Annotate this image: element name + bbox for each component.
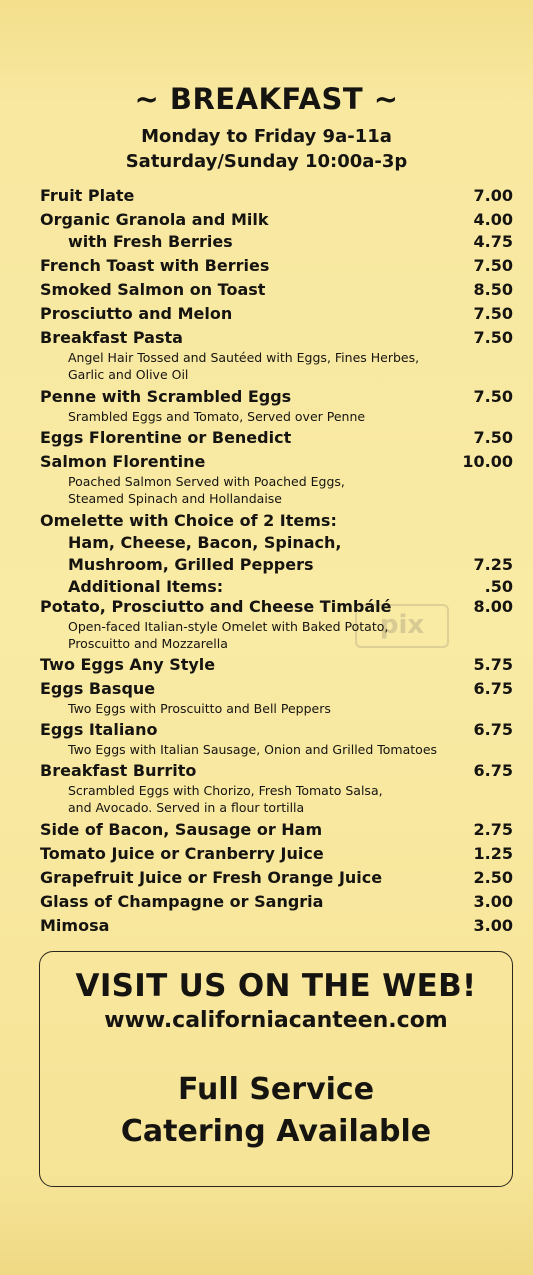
- menu-item: [40, 843, 513, 865]
- item-name: Tomato Juice or Cranberry Juice: [40, 844, 324, 863]
- item-price: 6.75: [473, 761, 513, 780]
- website-url: www.californiacanteen.com: [104, 1008, 448, 1033]
- item-name: Omelette with Choice of 2 Items:: [40, 511, 337, 530]
- item-price: 7.50: [473, 256, 513, 275]
- item-price: 8.50: [473, 280, 513, 299]
- menu-item: [40, 255, 513, 277]
- item-name: Breakfast Pasta: [40, 328, 183, 347]
- item-price: 2.75: [473, 820, 513, 839]
- item-description: Steamed Spinach and Hollandaise: [68, 491, 282, 506]
- menu-item: [40, 209, 513, 231]
- menu-item: [40, 596, 513, 652]
- menu-list: [0, 185, 533, 945]
- item-price: 10.00: [462, 452, 513, 471]
- item-description: Open-faced Italian-style Omelet with Baked Potato,: [68, 619, 389, 634]
- item-description: Two Eggs with Proscuitto and Bell Peppers: [68, 701, 331, 716]
- item-description: Two Eggs with Italian Sausage, Onion and Grilled Tomatoes: [68, 742, 438, 757]
- item-name: Grapefruit Juice or Fresh Orange Juice: [40, 868, 383, 887]
- item-price: 7.25: [473, 555, 513, 574]
- item-name: Penne with Scrambled Eggs: [40, 387, 292, 406]
- menu-item: [40, 891, 513, 913]
- item-name: Salmon Florentine: [40, 452, 206, 471]
- item-name: Organic Granola and Milk: [40, 210, 269, 229]
- menu-item: [40, 760, 513, 816]
- catering-line-1: Full Service: [177, 1072, 375, 1107]
- item-description: Srambled Eggs and Tomato, Served over Penne: [68, 409, 366, 424]
- item-name: Mimosa: [40, 916, 110, 935]
- website-heading: VISIT US ON THE WEB!: [75, 968, 477, 1004]
- item-name: French Toast with Berries: [40, 256, 270, 275]
- item-price: 6.75: [473, 679, 513, 698]
- item-name: Glass of Champagne or Sangria: [40, 892, 324, 911]
- item-price: .50: [484, 577, 513, 596]
- item-option-line: Ham, Cheese, Bacon, Spinach,: [68, 533, 342, 552]
- item-option-line: Mushroom, Grilled Peppers: [68, 555, 314, 574]
- item-name: with Fresh Berries: [68, 232, 233, 251]
- menu-item: [40, 451, 513, 507]
- item-price: 7.50: [473, 387, 513, 406]
- item-price: 7.50: [473, 304, 513, 323]
- hours-weekend: Saturday/Sunday 10:00a-3p: [125, 151, 408, 172]
- menu-item: [40, 867, 513, 889]
- menu-item: [40, 719, 513, 758]
- item-price: 7.50: [473, 428, 513, 447]
- item-description: Scrambled Eggs with Chorizo, Fresh Tomato Salsa,: [68, 783, 383, 798]
- item-price: 2.50: [473, 868, 513, 887]
- item-price: 4.00: [473, 210, 513, 229]
- hours-weekday: Monday to Friday 9a-11a: [141, 126, 392, 147]
- website-box: [39, 951, 513, 1187]
- menu-item: [40, 654, 513, 676]
- menu-item: [40, 678, 513, 717]
- menu-item: [40, 386, 513, 425]
- item-price: 8.00: [473, 597, 513, 616]
- item-price: 1.25: [473, 844, 513, 863]
- menu-item: [40, 279, 513, 301]
- menu-item: [40, 819, 513, 841]
- menu-item: [40, 327, 513, 383]
- item-name: Prosciutto and Melon: [40, 304, 233, 323]
- item-option-line: Additional Items:: [68, 577, 224, 596]
- menu-item: [40, 185, 513, 207]
- item-name: Smoked Salmon on Toast: [40, 280, 266, 299]
- menu-item: [40, 231, 513, 253]
- menu-item: [40, 915, 513, 937]
- item-price: 5.75: [473, 655, 513, 674]
- item-description: Poached Salmon Served with Poached Eggs,: [68, 474, 345, 489]
- item-name: Breakfast Burrito: [40, 761, 197, 780]
- item-name: Potato, Prosciutto and Cheese Timbálé: [40, 597, 392, 616]
- item-description: Proscuitto and Mozzarella: [68, 636, 228, 651]
- item-description: and Avocado. Served in a flour tortilla: [68, 800, 305, 815]
- item-price: 3.00: [473, 916, 513, 935]
- item-description: Garlic and Olive Oil: [68, 367, 189, 382]
- item-price: 4.75: [473, 232, 513, 251]
- menu-item: [40, 427, 513, 449]
- item-price: 7.00: [473, 186, 513, 205]
- item-price: 3.00: [473, 892, 513, 911]
- item-name: Two Eggs Any Style: [40, 655, 216, 674]
- item-name: Eggs Basque: [40, 679, 156, 698]
- menu-item: [40, 303, 513, 325]
- item-price: 7.50: [473, 328, 513, 347]
- item-name: Side of Bacon, Sausage or Ham: [40, 820, 323, 839]
- item-name: Eggs Italiano: [40, 720, 158, 739]
- menu-item: [40, 510, 513, 598]
- item-name: Fruit Plate: [40, 186, 135, 205]
- menu-title: ~ BREAKFAST ~: [134, 82, 399, 116]
- item-name: Eggs Florentine or Benedict: [40, 428, 292, 447]
- watermark-logo: pix: [355, 604, 449, 648]
- item-price: 6.75: [473, 720, 513, 739]
- catering-line-2: Catering Available: [120, 1114, 432, 1149]
- item-description: Angel Hair Tossed and Sautéed with Eggs, Fines Herbes,: [68, 350, 420, 365]
